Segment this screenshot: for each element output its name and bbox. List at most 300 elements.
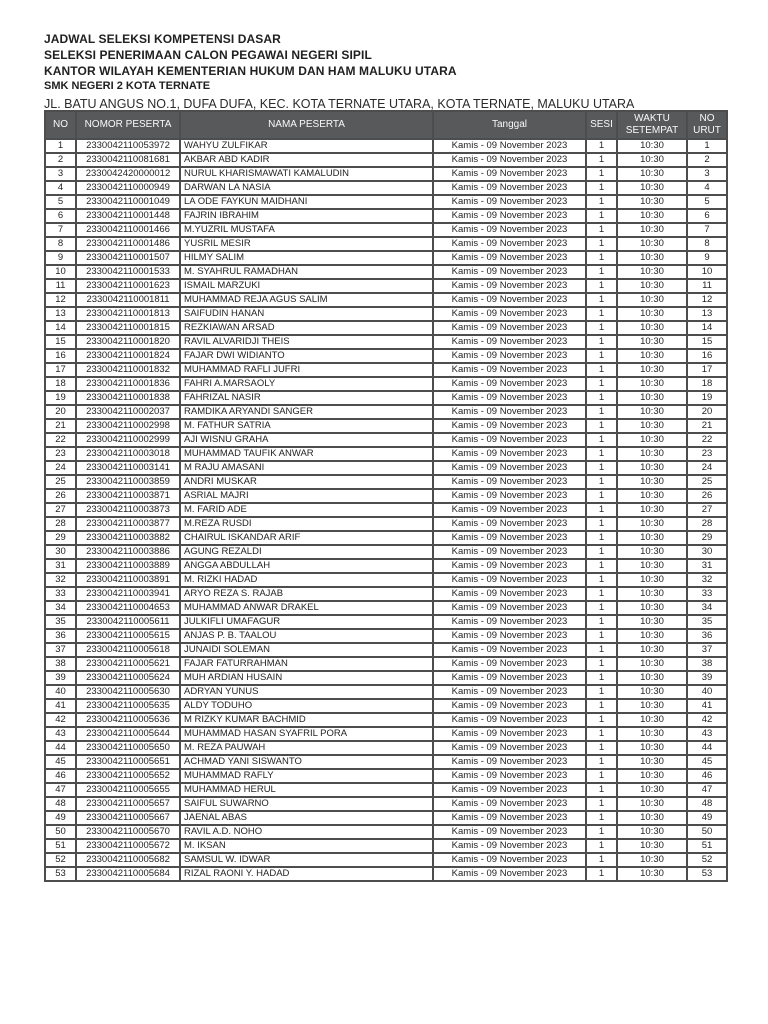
cell-tanggal: Kamis - 09 November 2023 — [433, 391, 586, 405]
cell-nomor-peserta: 2330042110005682 — [76, 853, 180, 867]
cell-no-urut: 29 — [687, 531, 727, 545]
cell-sesi: 1 — [586, 251, 617, 265]
table-row — [45, 629, 727, 643]
cell-no-urut: 51 — [687, 839, 727, 853]
cell-tanggal: Kamis - 09 November 2023 — [433, 825, 586, 839]
cell-tanggal: Kamis - 09 November 2023 — [433, 867, 586, 881]
cell-sesi: 1 — [586, 433, 617, 447]
table-row — [45, 279, 727, 293]
cell-no: 52 — [45, 853, 76, 867]
cell-no-urut: 9 — [687, 251, 727, 265]
col-header-no: NO — [45, 111, 76, 139]
cell-no-urut: 17 — [687, 363, 727, 377]
table-row — [45, 195, 727, 209]
cell-no-urut: 28 — [687, 517, 727, 531]
cell-nomor-peserta: 2330042110005672 — [76, 839, 180, 853]
cell-nomor-peserta: 2330042420000012 — [76, 167, 180, 181]
cell-no: 28 — [45, 517, 76, 531]
cell-nama-peserta: SAMSUL W. IDWAR — [180, 853, 433, 867]
cell-nomor-peserta: 2330042110001832 — [76, 363, 180, 377]
table-row — [45, 755, 727, 769]
table-row — [45, 517, 727, 531]
cell-nama-peserta: ANDRI MUSKAR — [180, 475, 433, 489]
cell-nama-peserta: JAENAL ABAS — [180, 811, 433, 825]
cell-tanggal: Kamis - 09 November 2023 — [433, 755, 586, 769]
cell-nama-peserta: M. RIZKI HADAD — [180, 573, 433, 587]
cell-sesi: 1 — [586, 601, 617, 615]
cell-nama-peserta: CHAIRUL ISKANDAR ARIF — [180, 531, 433, 545]
cell-no: 48 — [45, 797, 76, 811]
cell-nama-peserta: M. FATHUR SATRIA — [180, 419, 433, 433]
cell-sesi: 1 — [586, 391, 617, 405]
cell-nama-peserta: MUHAMMAD REJA AGUS SALIM — [180, 293, 433, 307]
cell-nomor-peserta: 2330042110005615 — [76, 629, 180, 643]
cell-no-urut: 53 — [687, 867, 727, 881]
cell-tanggal: Kamis - 09 November 2023 — [433, 419, 586, 433]
cell-sesi: 1 — [586, 811, 617, 825]
cell-sesi: 1 — [586, 153, 617, 167]
doc-location-name: SMK NEGERI 2 KOTA TERNATE — [44, 80, 211, 92]
cell-nama-peserta: REZKIAWAN ARSAD — [180, 321, 433, 335]
cell-nomor-peserta: 2330042110002998 — [76, 419, 180, 433]
cell-no-urut: 34 — [687, 601, 727, 615]
cell-nomor-peserta: 2330042110005644 — [76, 727, 180, 741]
cell-nomor-peserta: 2330042110001824 — [76, 349, 180, 363]
cell-no: 53 — [45, 867, 76, 881]
cell-sesi: 1 — [586, 713, 617, 727]
cell-no-urut: 41 — [687, 699, 727, 713]
cell-nomor-peserta: 2330042110005655 — [76, 783, 180, 797]
cell-nomor-peserta: 2330042110003886 — [76, 545, 180, 559]
cell-nama-peserta: MUHAMMAD ANWAR DRAKEL — [180, 601, 433, 615]
cell-nama-peserta: FAHRIZAL NASIR — [180, 391, 433, 405]
cell-no-urut: 31 — [687, 559, 727, 573]
cell-tanggal: Kamis - 09 November 2023 — [433, 139, 586, 153]
cell-nama-peserta: FAHRI A.MARSAOLY — [180, 377, 433, 391]
cell-nomor-peserta: 2330042110003941 — [76, 587, 180, 601]
cell-tanggal: Kamis - 09 November 2023 — [433, 727, 586, 741]
cell-tanggal: Kamis - 09 November 2023 — [433, 335, 586, 349]
cell-nama-peserta: YUSRIL MESIR — [180, 237, 433, 251]
cell-no: 46 — [45, 769, 76, 783]
cell-nama-peserta: SAIFUDIN HANAN — [180, 307, 433, 321]
cell-no-urut: 49 — [687, 811, 727, 825]
cell-no-urut: 27 — [687, 503, 727, 517]
cell-no-urut: 23 — [687, 447, 727, 461]
cell-waktu-setempat: 10:30 — [617, 531, 687, 545]
cell-no-urut: 7 — [687, 223, 727, 237]
cell-sesi: 1 — [586, 853, 617, 867]
cell-waktu-setempat: 10:30 — [617, 559, 687, 573]
cell-nama-peserta: NURUL KHARISMAWATI KAMALUDIN — [180, 167, 433, 181]
cell-tanggal: Kamis - 09 November 2023 — [433, 237, 586, 251]
cell-no: 47 — [45, 783, 76, 797]
cell-sesi: 1 — [586, 363, 617, 377]
cell-sesi: 1 — [586, 321, 617, 335]
cell-tanggal: Kamis - 09 November 2023 — [433, 349, 586, 363]
cell-no-urut: 26 — [687, 489, 727, 503]
cell-no: 35 — [45, 615, 76, 629]
cell-nama-peserta: ARYO REZA S. RAJAB — [180, 587, 433, 601]
cell-nomor-peserta: 2330042110001813 — [76, 307, 180, 321]
cell-nama-peserta: M. REZA PAUWAH — [180, 741, 433, 755]
cell-no: 41 — [45, 699, 76, 713]
cell-sesi: 1 — [586, 727, 617, 741]
cell-no-urut: 36 — [687, 629, 727, 643]
cell-sesi: 1 — [586, 405, 617, 419]
cell-no-urut: 21 — [687, 419, 727, 433]
cell-waktu-setempat: 10:30 — [617, 867, 687, 881]
cell-tanggal: Kamis - 09 November 2023 — [433, 377, 586, 391]
cell-sesi: 1 — [586, 559, 617, 573]
cell-nama-peserta: MUHAMMAD RAFLI JUFRI — [180, 363, 433, 377]
cell-no: 30 — [45, 545, 76, 559]
cell-sesi: 1 — [586, 867, 617, 881]
cell-waktu-setempat: 10:30 — [617, 699, 687, 713]
cell-tanggal: Kamis - 09 November 2023 — [433, 489, 586, 503]
cell-no-urut: 1 — [687, 139, 727, 153]
cell-sesi: 1 — [586, 419, 617, 433]
cell-sesi: 1 — [586, 825, 617, 839]
cell-tanggal: Kamis - 09 November 2023 — [433, 223, 586, 237]
cell-no: 22 — [45, 433, 76, 447]
doc-title-line-2: SELEKSI PENERIMAAN CALON PEGAWAI NEGERI SIPIL — [44, 48, 372, 62]
cell-nama-peserta: LA ODE FAYKUN MAIDHANI — [180, 195, 433, 209]
cell-waktu-setempat: 10:30 — [617, 755, 687, 769]
cell-sesi: 1 — [586, 545, 617, 559]
cell-waktu-setempat: 10:30 — [617, 615, 687, 629]
cell-sesi: 1 — [586, 587, 617, 601]
cell-waktu-setempat: 10:30 — [617, 335, 687, 349]
cell-no: 43 — [45, 727, 76, 741]
cell-no: 29 — [45, 531, 76, 545]
table-row — [45, 391, 727, 405]
cell-nomor-peserta: 2330042110001815 — [76, 321, 180, 335]
cell-nomor-peserta: 2330042110005667 — [76, 811, 180, 825]
cell-no: 6 — [45, 209, 76, 223]
cell-sesi: 1 — [586, 699, 617, 713]
cell-nomor-peserta: 2330042110005611 — [76, 615, 180, 629]
cell-nomor-peserta: 2330042110001049 — [76, 195, 180, 209]
table-row — [45, 223, 727, 237]
cell-nomor-peserta: 2330042110001820 — [76, 335, 180, 349]
cell-nama-peserta: ACHMAD YANI SISWANTO — [180, 755, 433, 769]
cell-no: 3 — [45, 167, 76, 181]
cell-no: 16 — [45, 349, 76, 363]
cell-nama-peserta: ANGGA ABDULLAH — [180, 559, 433, 573]
cell-waktu-setempat: 10:30 — [617, 279, 687, 293]
cell-waktu-setempat: 10:30 — [617, 307, 687, 321]
cell-sesi: 1 — [586, 517, 617, 531]
cell-no-urut: 25 — [687, 475, 727, 489]
cell-tanggal: Kamis - 09 November 2023 — [433, 545, 586, 559]
cell-tanggal: Kamis - 09 November 2023 — [433, 601, 586, 615]
cell-tanggal: Kamis - 09 November 2023 — [433, 587, 586, 601]
col-header-nomor-peserta: NOMOR PESERTA — [76, 111, 180, 139]
cell-nomor-peserta: 2330042110005636 — [76, 713, 180, 727]
cell-no-urut: 33 — [687, 587, 727, 601]
cell-sesi: 1 — [586, 447, 617, 461]
cell-waktu-setempat: 10:30 — [617, 643, 687, 657]
table-row — [45, 181, 727, 195]
cell-no: 37 — [45, 643, 76, 657]
cell-no: 24 — [45, 461, 76, 475]
cell-nama-peserta: M.YUZRIL MUSTAFA — [180, 223, 433, 237]
table-row — [45, 447, 727, 461]
table-row — [45, 769, 727, 783]
table-row — [45, 601, 727, 615]
cell-nama-peserta: M. FARID ADE — [180, 503, 433, 517]
cell-waktu-setempat: 10:30 — [617, 671, 687, 685]
cell-sesi: 1 — [586, 531, 617, 545]
table-row — [45, 825, 727, 839]
cell-sesi: 1 — [586, 629, 617, 643]
cell-sesi: 1 — [586, 279, 617, 293]
cell-waktu-setempat: 10:30 — [617, 153, 687, 167]
cell-waktu-setempat: 10:30 — [617, 377, 687, 391]
cell-tanggal: Kamis - 09 November 2023 — [433, 699, 586, 713]
cell-no-urut: 42 — [687, 713, 727, 727]
cell-nomor-peserta: 2330042110003871 — [76, 489, 180, 503]
cell-waktu-setempat: 10:30 — [617, 391, 687, 405]
table-row — [45, 545, 727, 559]
cell-nomor-peserta: 2330042110001838 — [76, 391, 180, 405]
table-row — [45, 741, 727, 755]
cell-no: 12 — [45, 293, 76, 307]
cell-no: 49 — [45, 811, 76, 825]
cell-nomor-peserta: 2330042110001533 — [76, 265, 180, 279]
table-row — [45, 265, 727, 279]
cell-nomor-peserta: 2330042110005618 — [76, 643, 180, 657]
cell-waktu-setempat: 10:30 — [617, 363, 687, 377]
schedule-table — [44, 110, 728, 882]
table-row — [45, 293, 727, 307]
col-header-tanggal: Tanggal — [433, 111, 586, 139]
cell-waktu-setempat: 10:30 — [617, 727, 687, 741]
cell-nama-peserta: ADRYAN YUNUS — [180, 685, 433, 699]
cell-nama-peserta: ASRIAL MAJRI — [180, 489, 433, 503]
cell-nama-peserta: JUNAIDI SOLEMAN — [180, 643, 433, 657]
cell-nama-peserta: FAJAR FATURRAHMAN — [180, 657, 433, 671]
cell-no: 20 — [45, 405, 76, 419]
cell-nomor-peserta: 2330042110005630 — [76, 685, 180, 699]
cell-no: 26 — [45, 489, 76, 503]
cell-tanggal: Kamis - 09 November 2023 — [433, 839, 586, 853]
cell-nomor-peserta: 2330042110005684 — [76, 867, 180, 881]
cell-nomor-peserta: 2330042110001811 — [76, 293, 180, 307]
cell-sesi: 1 — [586, 839, 617, 853]
cell-nomor-peserta: 2330042110003873 — [76, 503, 180, 517]
cell-no: 25 — [45, 475, 76, 489]
cell-no-urut: 32 — [687, 573, 727, 587]
cell-no: 9 — [45, 251, 76, 265]
cell-sesi: 1 — [586, 335, 617, 349]
cell-tanggal: Kamis - 09 November 2023 — [433, 307, 586, 321]
table-row — [45, 209, 727, 223]
table-row — [45, 811, 727, 825]
cell-no: 36 — [45, 629, 76, 643]
cell-no: 23 — [45, 447, 76, 461]
cell-sesi: 1 — [586, 209, 617, 223]
cell-no: 17 — [45, 363, 76, 377]
cell-sesi: 1 — [586, 769, 617, 783]
header-row — [45, 111, 727, 139]
cell-waktu-setempat: 10:30 — [617, 783, 687, 797]
col-header-waktu-setempat: WAKTU SETEMPAT — [617, 111, 687, 139]
cell-tanggal: Kamis - 09 November 2023 — [433, 265, 586, 279]
cell-no-urut: 10 — [687, 265, 727, 279]
table-row — [45, 475, 727, 489]
cell-waktu-setempat: 10:30 — [617, 811, 687, 825]
cell-tanggal: Kamis - 09 November 2023 — [433, 475, 586, 489]
cell-waktu-setempat: 10:30 — [617, 685, 687, 699]
cell-waktu-setempat: 10:30 — [617, 573, 687, 587]
cell-no-urut: 45 — [687, 755, 727, 769]
cell-nama-peserta: RAVIL ALVARIDJI THEIS — [180, 335, 433, 349]
cell-nama-peserta: MUHAMMAD TAUFIK ANWAR — [180, 447, 433, 461]
cell-no: 21 — [45, 419, 76, 433]
cell-no: 4 — [45, 181, 76, 195]
cell-nama-peserta: RIZAL RAONI Y. HADAD — [180, 867, 433, 881]
table-row — [45, 671, 727, 685]
cell-no: 32 — [45, 573, 76, 587]
cell-nomor-peserta: 2330042110001486 — [76, 237, 180, 251]
cell-tanggal: Kamis - 09 November 2023 — [433, 363, 586, 377]
table-row — [45, 419, 727, 433]
cell-nomor-peserta: 2330042110004653 — [76, 601, 180, 615]
cell-nomor-peserta: 2330042110081681 — [76, 153, 180, 167]
cell-tanggal: Kamis - 09 November 2023 — [433, 433, 586, 447]
cell-sesi: 1 — [586, 643, 617, 657]
cell-sesi: 1 — [586, 755, 617, 769]
cell-no-urut: 48 — [687, 797, 727, 811]
cell-nomor-peserta: 2330042110003882 — [76, 531, 180, 545]
cell-waktu-setempat: 10:30 — [617, 405, 687, 419]
cell-no: 8 — [45, 237, 76, 251]
cell-nomor-peserta: 2330042110002999 — [76, 433, 180, 447]
cell-waktu-setempat: 10:30 — [617, 489, 687, 503]
cell-waktu-setempat: 10:30 — [617, 769, 687, 783]
cell-no-urut: 30 — [687, 545, 727, 559]
cell-waktu-setempat: 10:30 — [617, 545, 687, 559]
cell-waktu-setempat: 10:30 — [617, 293, 687, 307]
cell-nama-peserta: ISMAIL MARZUKI — [180, 279, 433, 293]
table-row — [45, 503, 727, 517]
cell-sesi: 1 — [586, 265, 617, 279]
cell-nomor-peserta: 2330042110003889 — [76, 559, 180, 573]
cell-tanggal: Kamis - 09 November 2023 — [433, 503, 586, 517]
table-row — [45, 573, 727, 587]
cell-no-urut: 50 — [687, 825, 727, 839]
cell-tanggal: Kamis - 09 November 2023 — [433, 769, 586, 783]
cell-no: 45 — [45, 755, 76, 769]
cell-sesi: 1 — [586, 349, 617, 363]
cell-no: 13 — [45, 307, 76, 321]
cell-tanggal: Kamis - 09 November 2023 — [433, 657, 586, 671]
cell-no: 42 — [45, 713, 76, 727]
cell-tanggal: Kamis - 09 November 2023 — [433, 797, 586, 811]
cell-nama-peserta: HILMY SALIM — [180, 251, 433, 265]
cell-waktu-setempat: 10:30 — [617, 209, 687, 223]
cell-sesi: 1 — [586, 475, 617, 489]
cell-waktu-setempat: 10:30 — [617, 503, 687, 517]
cell-tanggal: Kamis - 09 November 2023 — [433, 279, 586, 293]
cell-no: 11 — [45, 279, 76, 293]
cell-nomor-peserta: 2330042110000949 — [76, 181, 180, 195]
cell-no-urut: 13 — [687, 307, 727, 321]
cell-tanggal: Kamis - 09 November 2023 — [433, 153, 586, 167]
cell-no-urut: 4 — [687, 181, 727, 195]
table-row — [45, 307, 727, 321]
cell-tanggal: Kamis - 09 November 2023 — [433, 559, 586, 573]
cell-tanggal: Kamis - 09 November 2023 — [433, 853, 586, 867]
cell-tanggal: Kamis - 09 November 2023 — [433, 405, 586, 419]
cell-sesi: 1 — [586, 237, 617, 251]
cell-waktu-setempat: 10:30 — [617, 839, 687, 853]
cell-nama-peserta: FAJAR DWI WIDIANTO — [180, 349, 433, 363]
table-row — [45, 853, 727, 867]
cell-nomor-peserta: 2330042110001623 — [76, 279, 180, 293]
cell-waktu-setempat: 10:30 — [617, 601, 687, 615]
cell-nomor-peserta: 2330042110001507 — [76, 251, 180, 265]
cell-sesi: 1 — [586, 167, 617, 181]
cell-nomor-peserta: 2330042110005657 — [76, 797, 180, 811]
cell-nomor-peserta: 2330042110003141 — [76, 461, 180, 475]
table-row — [45, 461, 727, 475]
cell-waktu-setempat: 10:30 — [617, 251, 687, 265]
cell-tanggal: Kamis - 09 November 2023 — [433, 643, 586, 657]
cell-no-urut: 44 — [687, 741, 727, 755]
cell-nomor-peserta: 2330042110001466 — [76, 223, 180, 237]
cell-no: 34 — [45, 601, 76, 615]
cell-sesi: 1 — [586, 307, 617, 321]
cell-nama-peserta: M RIZKY KUMAR BACHMID — [180, 713, 433, 727]
cell-sesi: 1 — [586, 461, 617, 475]
cell-no: 38 — [45, 657, 76, 671]
cell-waktu-setempat: 10:30 — [617, 629, 687, 643]
cell-no-urut: 39 — [687, 671, 727, 685]
cell-no: 27 — [45, 503, 76, 517]
cell-nama-peserta: M.REZA RUSDI — [180, 517, 433, 531]
cell-no: 44 — [45, 741, 76, 755]
cell-tanggal: Kamis - 09 November 2023 — [433, 181, 586, 195]
cell-nomor-peserta: 2330042110003859 — [76, 475, 180, 489]
cell-no-urut: 22 — [687, 433, 727, 447]
cell-tanggal: Kamis - 09 November 2023 — [433, 321, 586, 335]
cell-nama-peserta: WAHYU ZULFIKAR — [180, 139, 433, 153]
cell-waktu-setempat: 10:30 — [617, 237, 687, 251]
cell-nama-peserta: M. SYAHRUL RAMADHAN — [180, 265, 433, 279]
table-row — [45, 685, 727, 699]
cell-no: 18 — [45, 377, 76, 391]
cell-no: 51 — [45, 839, 76, 853]
cell-nomor-peserta: 2330042110005621 — [76, 657, 180, 671]
cell-tanggal: Kamis - 09 November 2023 — [433, 713, 586, 727]
cell-no: 5 — [45, 195, 76, 209]
table-row — [45, 405, 727, 419]
cell-nama-peserta: M. IKSAN — [180, 839, 433, 853]
cell-nomor-peserta: 2330042110005670 — [76, 825, 180, 839]
cell-tanggal: Kamis - 09 November 2023 — [433, 615, 586, 629]
cell-no: 31 — [45, 559, 76, 573]
cell-nama-peserta: DARWAN LA NASIA — [180, 181, 433, 195]
cell-nama-peserta: FAJRIN IBRAHIM — [180, 209, 433, 223]
cell-no-urut: 52 — [687, 853, 727, 867]
cell-no: 7 — [45, 223, 76, 237]
cell-sesi: 1 — [586, 783, 617, 797]
schedule-table-body — [45, 139, 727, 881]
cell-no-urut: 5 — [687, 195, 727, 209]
